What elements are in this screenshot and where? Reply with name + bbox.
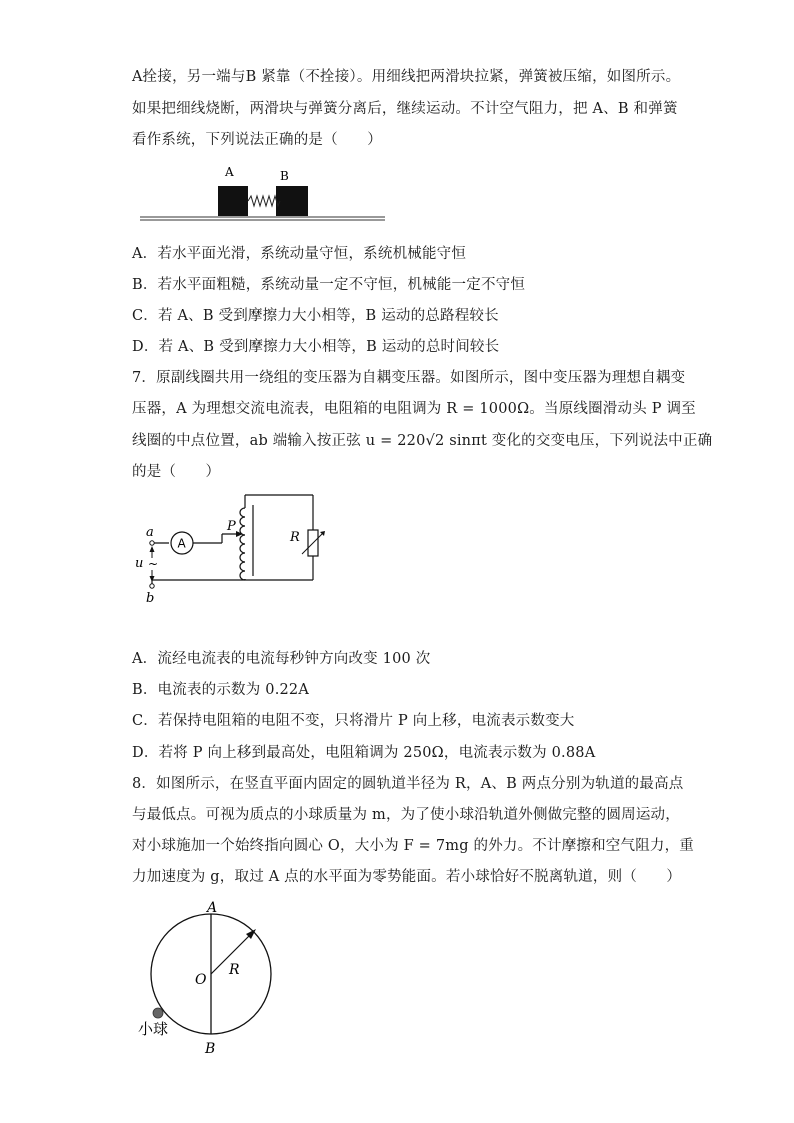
q7-line-2: 压器，A 为理想交流电流表，电阻箱的电阻调为 R = 1000Ω。当原线圈滑动头 P 调至 (132, 401, 696, 417)
circle-label-r: R (229, 962, 240, 978)
q8-figure (135, 896, 285, 1061)
ball-label: 小球 (138, 1020, 169, 1038)
q6-line-1: A拴接，另一端与B 紧靠（不拴接）。用细线把两滑块拉紧，弹簧被压缩，如图所示。 (132, 69, 681, 85)
spring (248, 196, 280, 206)
q6-line-2: 如果把细线烧断，两滑块与弹簧分离后，继续运动。不计空气阻力，把 A、B 和弹簧 (132, 101, 678, 117)
label-r: R (290, 530, 300, 545)
label-tilde: ~ (148, 557, 159, 571)
q7-line-1: 7．原副线圈共用一绕组的变压器为自耦变压器。如图所示，图中变压器为理想自耦变 (132, 370, 686, 386)
q6-label-a: A (225, 165, 234, 179)
q6-option-c: C．若 A、B 受到摩擦力大小相等，B 运动的总路程较长 (132, 308, 499, 324)
q6-option-d: D．若 A、B 受到摩擦力大小相等，B 运动的总时间较长 (132, 339, 500, 355)
ammeter-label: A (177, 536, 186, 551)
q7-option-d: D．若将 P 向上移到最高处，电阻箱调为 250Ω，电流表示数为 0.88A (132, 745, 596, 761)
label-a: a (146, 525, 154, 540)
q8-line-3: 对小球施加一个始终指向圆心 O，大小为 F = 7mg 的外力。不计摩擦和空气阻力，重 (132, 838, 694, 854)
block-a (218, 186, 248, 216)
label-p: P (227, 519, 236, 534)
q6-label-b: B (280, 169, 289, 183)
ball (153, 1008, 163, 1018)
q8-line-2: 与最低点。可视为质点的小球质量为 m，为了使小球沿轨道外侧做完整的圆周运动， (132, 807, 680, 823)
q6-option-a: A．若水平面光滑，系统动量守恒，系统机械能守恒 (132, 246, 467, 262)
q7-line-4: 的是（ ） (132, 464, 221, 480)
q6-line-3: 看作系统，下列说法正确的是（ ） (132, 132, 382, 148)
q7-option-a: A．流经电流表的电流每秒钟方向改变 100 次 (132, 651, 431, 667)
q7-option-c: C．若保持电阻箱的电阻不变，只将滑片 P 向上移，电流表示数变大 (132, 713, 575, 729)
q7-line-3: 线圈的中点位置，ab 端输入按正弦 u = 220√2 sinπt 变化的交变电压，下列说法中正确 (132, 433, 713, 449)
q6-figure (140, 158, 390, 228)
q7-option-b: B．电流表的示数为 0.22A (132, 682, 310, 698)
label-b: b (146, 591, 155, 606)
q6-option-b: B．若水平面粗糙，系统动量一定不守恒，机械能一定不守恒 (132, 277, 526, 293)
label-u: u (135, 556, 144, 571)
q8-line-4: 力加速度为 g，取过 A 点的水平面为零势能面。若小球恰好不脱离轨道，则（ ） (132, 869, 682, 885)
coil (240, 508, 245, 580)
q8-line-1: 8．如图所示，在竖直平面内固定的圆轨道半径为 R，A、B 两点分别为轨道的最高点 (132, 776, 684, 792)
circle-label-a: A (207, 900, 218, 916)
circle-label-o: O (195, 972, 207, 988)
q7-figure (130, 490, 330, 610)
terminal-b (150, 584, 154, 588)
terminal-a (150, 541, 154, 545)
circle-label-b: B (205, 1041, 216, 1057)
block-b (276, 186, 308, 216)
